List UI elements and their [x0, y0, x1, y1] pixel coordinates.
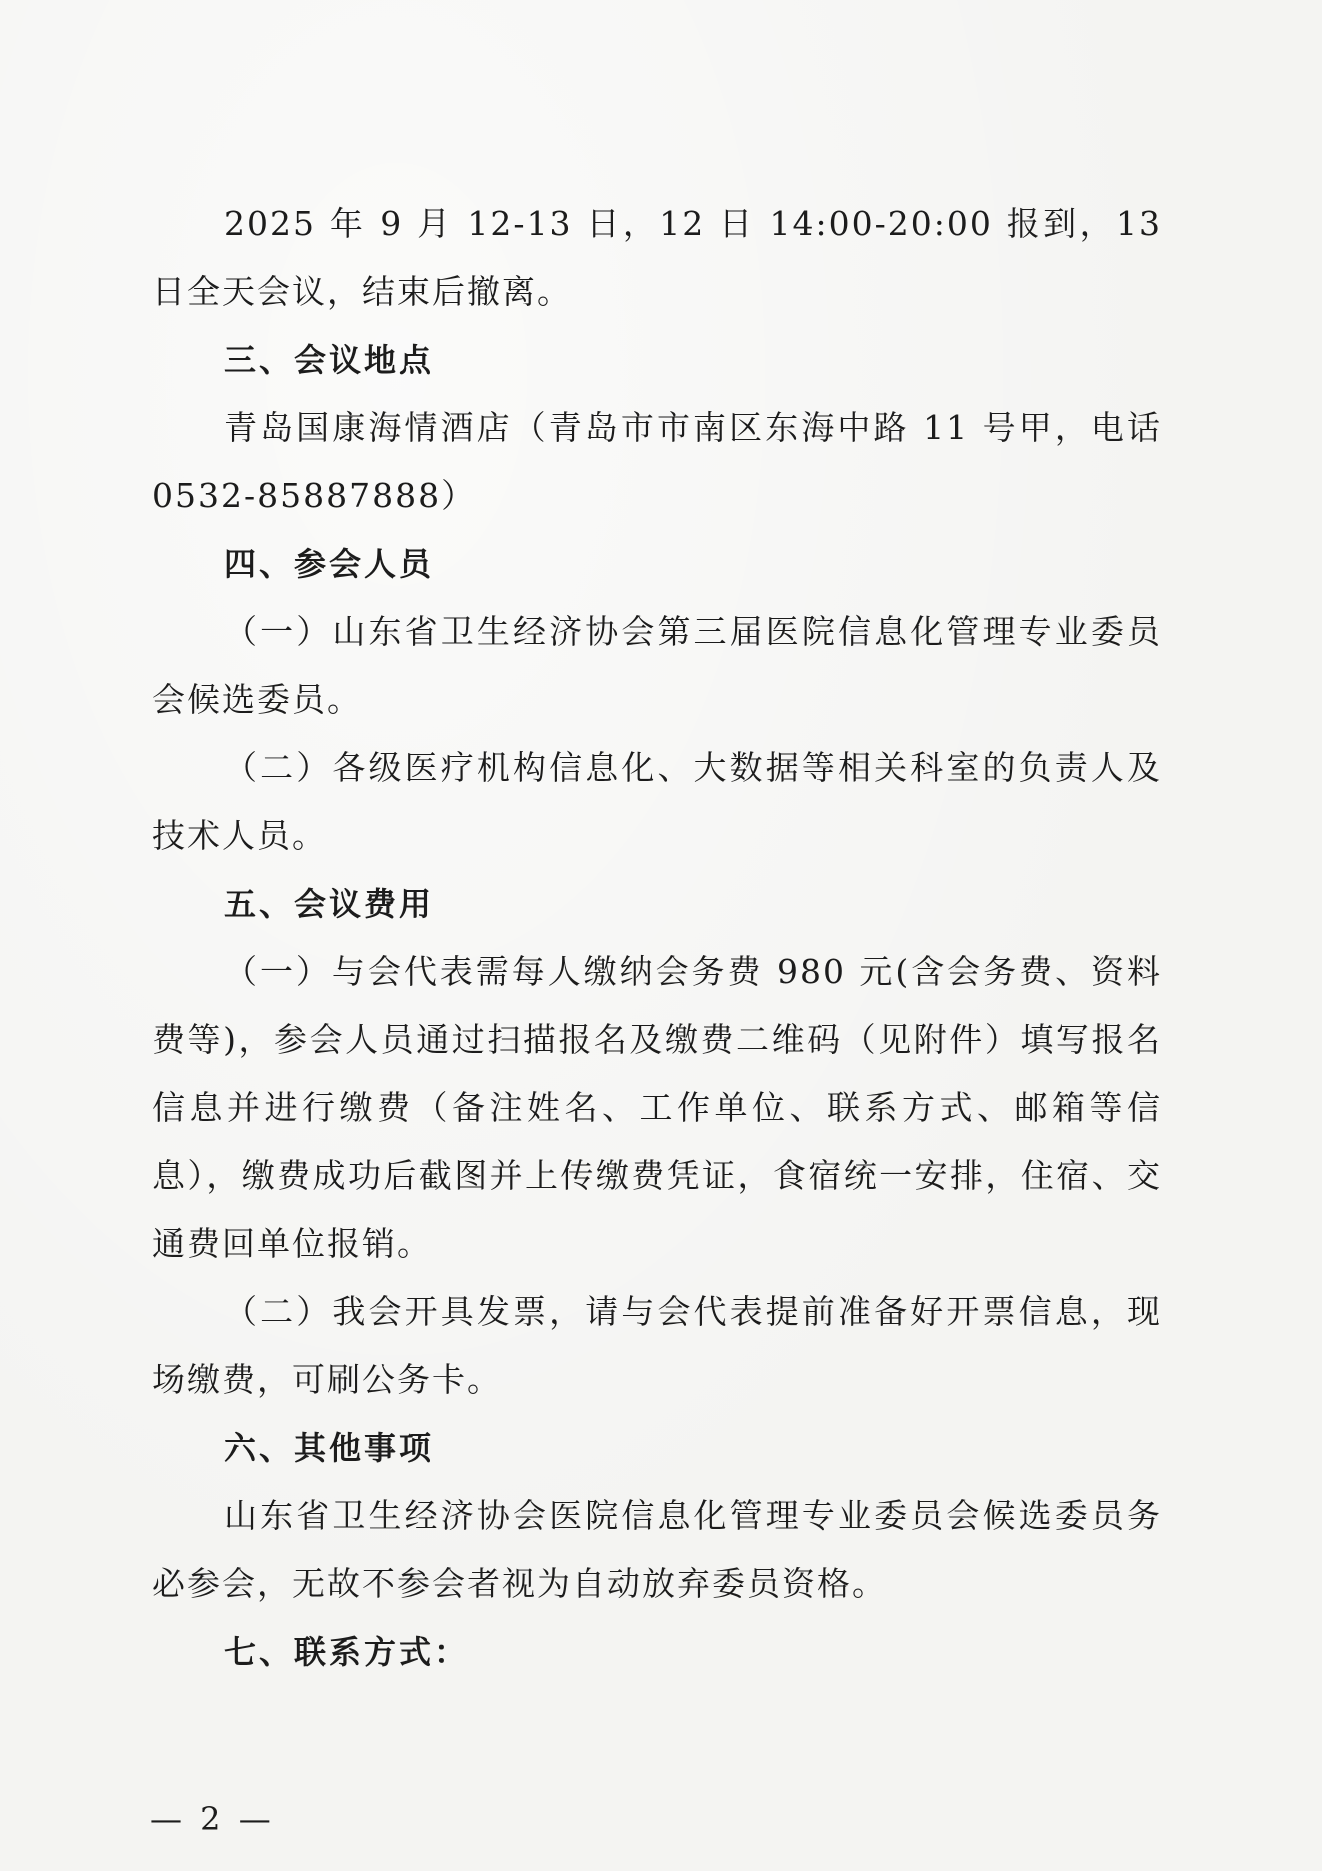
fees-item-1: （一）与会代表需每人缴纳会务费 980 元(含会务费、资料费等)，参会人员通过扫描报名及缴费二维码（见附件）填写报名信息并进行缴费（备注姓名、工作单位、联系方式、邮箱等信息），缴费成功后截图并上传缴费凭证，食宿统一安排，住宿、交通费回单位报销。 [152, 952, 1162, 1263]
section-heading-other: 六、其他事项 [224, 1429, 435, 1467]
page-number: — 2 — [150, 1800, 275, 1838]
section-heading-contact: 七、联系方式： [224, 1633, 470, 1671]
attendees-item-2: （二）各级医疗机构信息化、大数据等相关科室的负责人及技术人员。 [152, 748, 1162, 855]
attendees-item-1: （一）山东省卫生经济协会第三届医院信息化管理专业委员会候选委员。 [152, 612, 1162, 719]
fees-item-2: （二）我会开具发票，请与会代表提前准备好开票信息，现场缴费，可刷公务卡。 [152, 1292, 1162, 1399]
document-body [152, 190, 1162, 1686]
other-paragraph: 山东省卫生经济协会医院信息化管理专业委员会候选委员务必参会，无故不参会者视为自动放弃委员资格。 [152, 1496, 1162, 1603]
section-heading-attendees: 四、参会人员 [224, 545, 435, 583]
venue-paragraph: 青岛国康海情酒店（青岛市市南区东海中路 11 号甲，电话0532-85887888） [152, 408, 1162, 515]
section-heading-fees: 五、会议费用 [224, 885, 435, 923]
schedule-paragraph: 2025 年 9 月 12-13 日，12 日 14:00-20:00 报到，13 日全天会议，结束后撤离。 [152, 204, 1162, 311]
section-heading-venue: 三、会议地点 [224, 341, 435, 379]
